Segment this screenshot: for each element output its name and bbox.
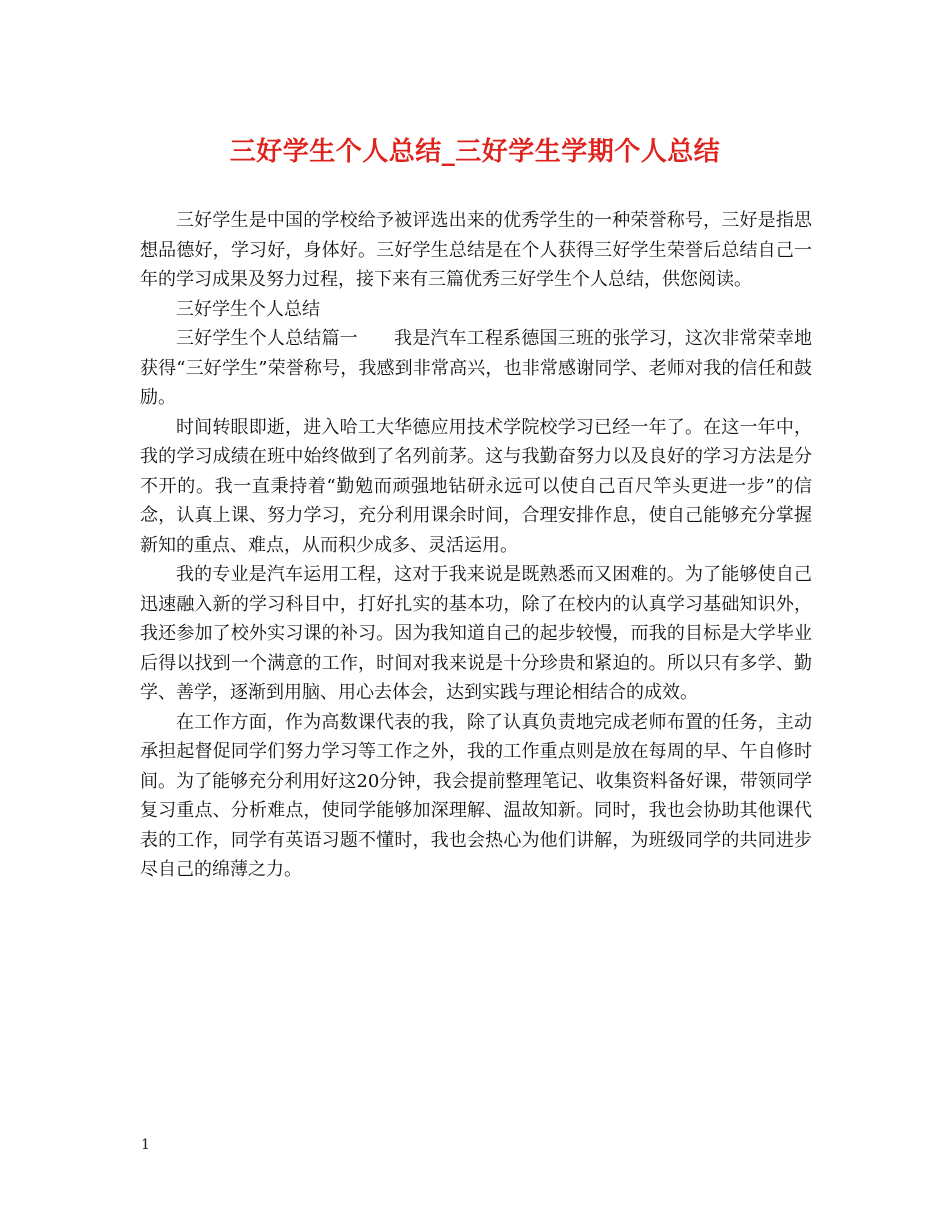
document-title: 三好学生个人总结_三好学生学期个人总结 [229,137,721,167]
article-label: 三好学生个人总结篇一 [176,328,358,349]
body-paragraph: 我的专业是汽车运用工程，这对于我来说是既熟悉而又困难的。为了能够使自己迅速融入新的学习科目中，打好扎实的基本功，除了在校内的认真学习基础知识外，我还参加了校外实习课的补习。因为我知道自己的起步较慢，而我的目标是大学毕业后得以找到一个满意的工作，时间对我来说是十分珍贵和紧迫的。所以只有多学、勤学、善学，逐渐到用脑、用心去体会，达到实践与理论相结合的成效。 [140,564,812,703]
body-paragraph: 时间转眼即逝，进入哈工大华德应用技术学院校学习已经一年了。在这一年中，我的学习成绩在班中始终做到了名列前茅。这与我勤奋努力以及良好的学习方法是分不开的。我一直秉持着“勤勉而顽强地钻研永远可以使自己百尺竿头更进一步”的信念，认真上课、努力学习，充分利用课余时间，合理安排作息，使自己能够充分掌握新知的重点、难点，从而积少成多、灵活运用。 [140,416,812,556]
document-body [140,206,812,885]
article-first-text: 我是汽车工程系德国三班的张学习，这次非常荣幸地获得“三好学生”荣誉称号，我感到非常高兴，也非常感谢同学、老师对我的信任和鼓励。 [140,328,813,408]
section-heading: 三好学生个人总结 [176,298,320,320]
intro-paragraph: 三好学生是中国的学校给予被评选出来的优秀学生的一种荣誉称号，三好是指思想品德好，学习好，身体好。三好学生总结是在个人获得三好学生荣誉后总结自己一年的学习成果及努力过程，接下来有三篇优秀三好学生个人总结，供您阅读。 [140,210,812,290]
article-first-paragraph [140,324,812,413]
body-paragraph: 在工作方面，作为高数课代表的我，除了认真负责地完成老师布置的任务，主动承担起督促同学们努力学习等工作之外，我的工作重点则是放在每周的早、午自修时间。为了能够充分利用好这20分钟，我会提前整理笔记、收集资料备好课，带领同学复习重点、分析难点，使同学能够加深理解、温故知新。同时，我也会协助其他课代表的工作，同学有英语习题不懂时，我也会热心为他们讲解，为班级同学的共同进步尽自己的绵薄之力。 [140,711,812,880]
page-number: 1 [141,1137,150,1153]
